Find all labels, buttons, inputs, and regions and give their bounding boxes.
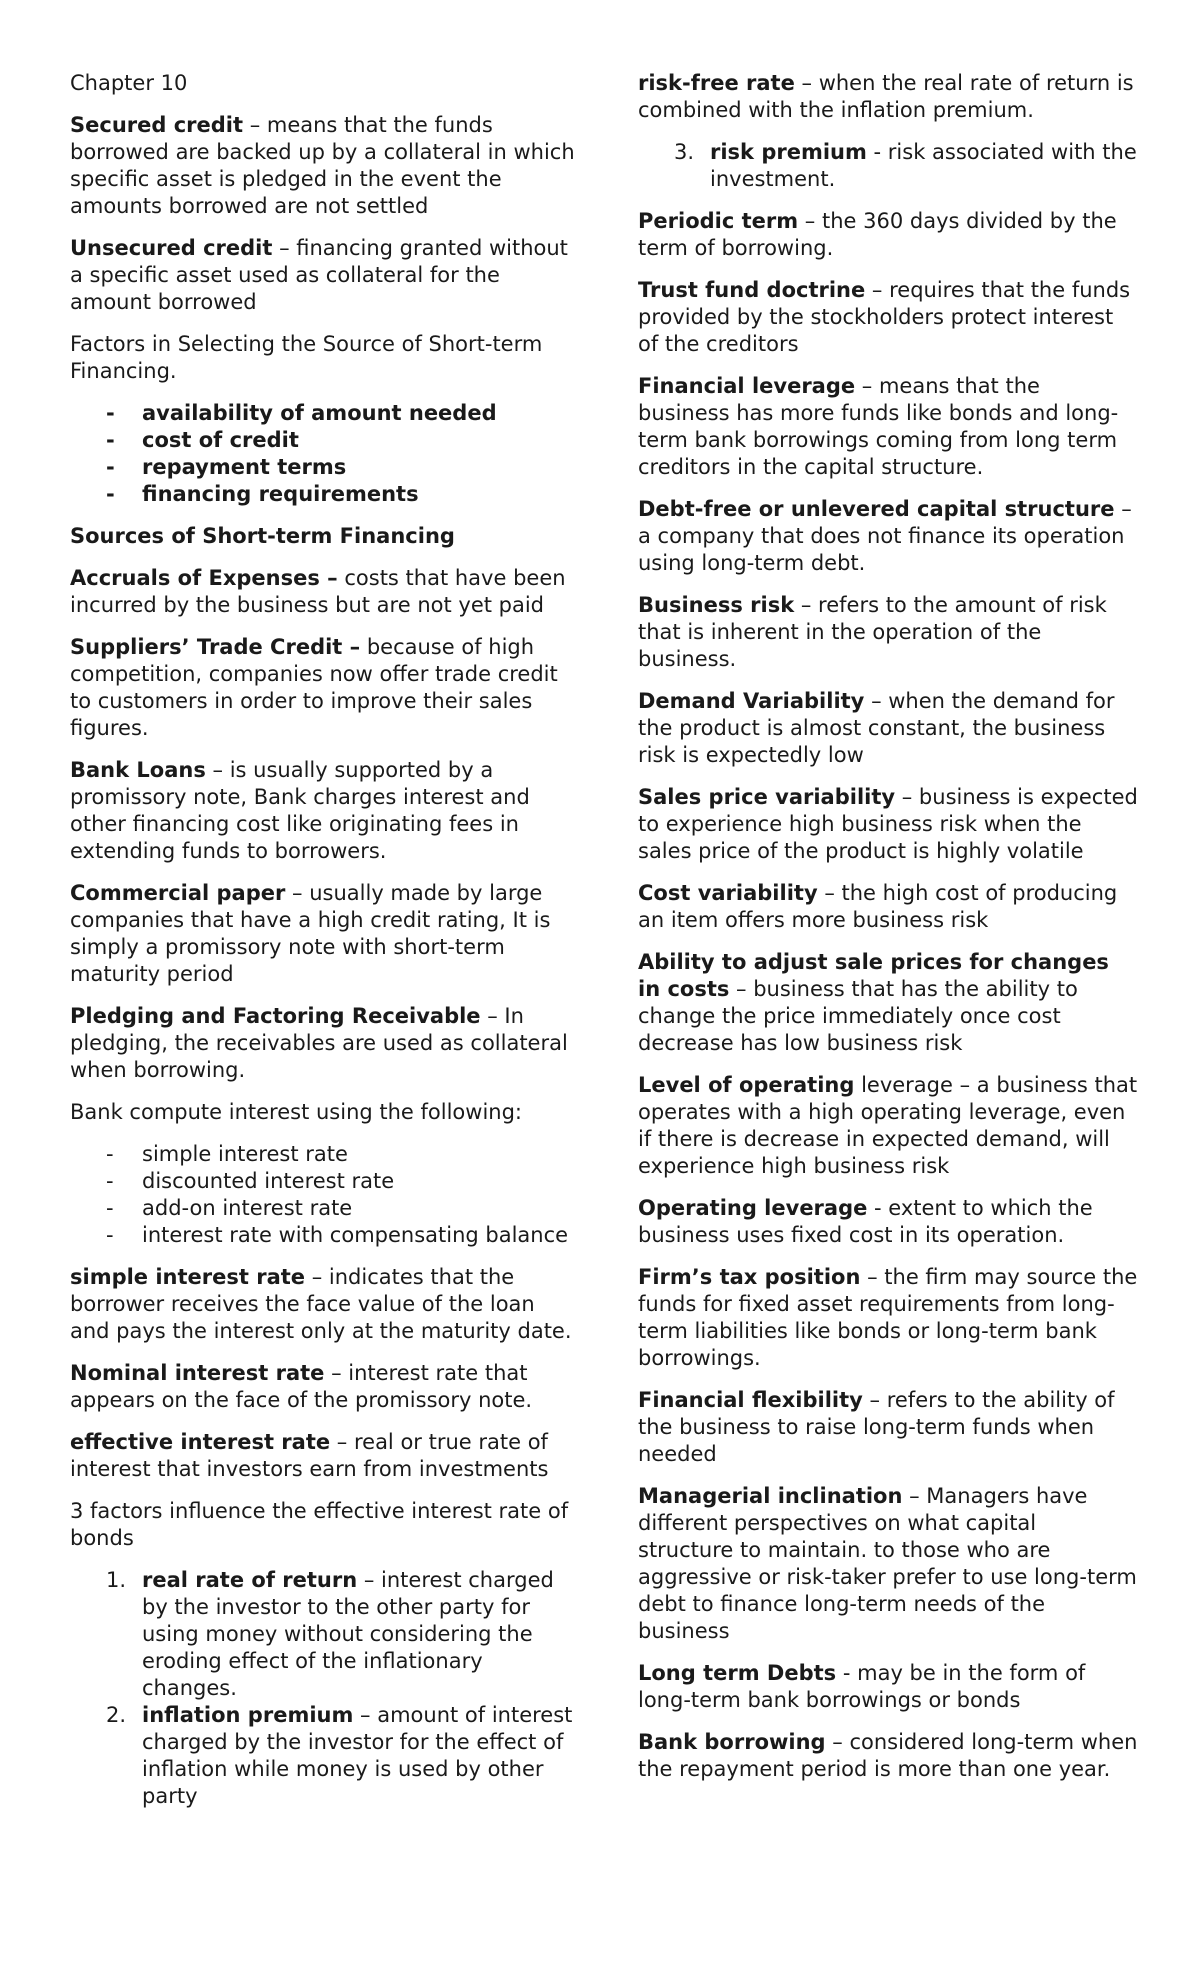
bank-loans-term: Bank Loans xyxy=(70,758,206,782)
bank-borrowing-entry xyxy=(638,1729,1138,1783)
method-label: interest rate with compensating balance xyxy=(142,1223,569,1247)
chapter-title: Chapter 10 xyxy=(70,71,188,95)
trust-fund-term: Trust fund doctrine xyxy=(638,278,866,302)
financial-leverage-definition: – means that the business has more funds like bonds and long-term bank borrowings coming from long term creditors in the capital structure. xyxy=(638,374,1119,479)
pledging-entry xyxy=(70,1003,575,1084)
cost-variability-entry xyxy=(638,880,1138,934)
bank-borrowing-definition: – considered long-term when the repayment period is more than one year. xyxy=(638,1730,1138,1781)
compute-intro: Bank compute interest using the following: xyxy=(70,1100,523,1124)
unsecured-credit-term: Unsecured credit xyxy=(70,236,273,260)
three-factors-intro: 3 factors influence the effective interest rate of bonds xyxy=(70,1499,569,1550)
level-operating-entry xyxy=(638,1072,1138,1180)
risk-free-definition: – when the real rate of return is combined with the inflation premium. xyxy=(638,71,1134,122)
factor-label: cost of credit xyxy=(142,428,299,452)
factor-label: availability of amount needed xyxy=(142,401,497,425)
financial-flexibility-entry xyxy=(638,1387,1138,1468)
bullet-dash: - xyxy=(106,428,115,452)
long-term-debts-term: Long term Debts xyxy=(638,1661,837,1685)
trade-credit-entry xyxy=(70,634,575,742)
list-item xyxy=(70,400,575,427)
bank-loans-entry xyxy=(70,757,575,865)
list-item xyxy=(70,427,575,454)
commercial-paper-entry xyxy=(70,880,575,988)
financial-leverage-term: Financial leverage xyxy=(638,374,856,398)
list-item xyxy=(70,481,575,508)
secured-credit-definition: – means that the funds borrowed are backed up by a collateral in which specific asset is pledged in the event the amounts borrowed are not settled xyxy=(70,113,575,218)
factor-definition: – interest charged by the investor to the other party for using money without considering the eroding effect of the inflationary changes. xyxy=(142,1568,554,1700)
effective-rate-term: effective interest rate xyxy=(70,1430,331,1454)
interest-methods-list xyxy=(70,1141,575,1249)
accruals-entry xyxy=(70,565,575,619)
list-item xyxy=(70,1702,575,1810)
sources-heading xyxy=(70,523,575,550)
effective-rate-definition: – real or true rate of interest that investors earn from investments xyxy=(70,1430,549,1481)
business-risk-term: Business risk xyxy=(638,593,795,617)
sales-price-variability-term: Sales price variability xyxy=(638,785,896,809)
factors-intro: Factors in Selecting the Source of Short-term Financing. xyxy=(70,332,543,383)
debt-free-entry xyxy=(638,496,1138,577)
factor-term: risk premium xyxy=(710,140,867,164)
long-term-debts-entry xyxy=(638,1660,1138,1714)
factor-term: real rate of return xyxy=(142,1568,358,1592)
bullet-dash: - xyxy=(106,455,115,479)
accruals-term: Accruals of Expenses – xyxy=(70,566,338,590)
periodic-term-entry xyxy=(638,208,1138,262)
tax-position-entry xyxy=(638,1264,1138,1372)
simple-rate-term: simple interest rate xyxy=(70,1265,306,1289)
nominal-rate-definition: – interest rate that appears on the face of the promissory note. xyxy=(70,1361,533,1412)
factor-label: repayment terms xyxy=(142,455,347,479)
long-term-debts-definition: - may be in the form of long-term bank borrowings or bonds xyxy=(638,1661,1086,1712)
managerial-inclination-term: Managerial inclination xyxy=(638,1484,903,1508)
simple-rate-entry xyxy=(70,1264,575,1345)
pledging-term: Pledging and Factoring Receivable xyxy=(70,1004,481,1028)
financial-leverage-entry xyxy=(638,373,1138,481)
cost-variability-definition: – the high cost of producing an item offers more business risk xyxy=(638,881,1118,932)
demand-variability-definition: – when the demand for the product is almost constant, the business risk is expectedly low xyxy=(638,689,1115,767)
unsecured-credit-entry xyxy=(70,235,575,316)
periodic-term-definition: – the 360 days divided by the term of borrowing. xyxy=(638,209,1117,260)
operating-leverage-entry xyxy=(638,1195,1138,1249)
bullet-dash: - xyxy=(106,1223,114,1247)
operating-leverage-definition: - extent to which the business uses fixed cost in its operation. xyxy=(638,1196,1093,1247)
effective-factors-list xyxy=(70,1567,575,1810)
left-column xyxy=(70,70,575,1825)
factor-definition: - risk associated with the investment. xyxy=(710,140,1137,191)
factors-list xyxy=(70,400,575,508)
bank-borrowing-term: Bank borrowing xyxy=(638,1730,826,1754)
bullet-dash: - xyxy=(106,1142,114,1166)
periodic-term-term: Periodic term xyxy=(638,209,799,233)
list-number: 2. xyxy=(106,1703,127,1727)
secured-credit-term: Secured credit xyxy=(70,113,244,137)
list-item xyxy=(70,1195,575,1222)
risk-free-entry xyxy=(638,70,1138,124)
sales-price-variability-entry xyxy=(638,784,1138,865)
commercial-paper-definition: – usually made by large companies that have a high credit rating, It is simply a promissory note with short-term maturity period xyxy=(70,881,551,986)
trade-credit-term: Suppliers’ Trade Credit – xyxy=(70,635,361,659)
list-item xyxy=(638,139,1138,193)
factor-term: inflation premium xyxy=(142,1703,354,1727)
financial-flexibility-term: Financial flexibility xyxy=(638,1388,863,1412)
sources-heading-text: Sources of Short-term Financing xyxy=(70,524,455,548)
demand-variability-entry xyxy=(638,688,1138,769)
cost-variability-term: Cost variability xyxy=(638,881,818,905)
list-item xyxy=(70,1141,575,1168)
trust-fund-definition: – requires that the funds provided by the stockholders protect interest of the creditors xyxy=(638,278,1131,356)
secured-credit-entry xyxy=(70,112,575,220)
factor-label: financing requirements xyxy=(142,482,419,506)
unsecured-credit-definition: – financing granted without a specific asset used as collateral for the amount borrowed xyxy=(70,236,568,314)
bullet-dash: - xyxy=(106,1196,114,1220)
level-operating-term: Level of operating xyxy=(638,1073,855,1097)
right-column xyxy=(638,70,1138,1798)
method-label: simple interest rate xyxy=(142,1142,348,1166)
managerial-inclination-definition: – Managers have different perspectives on what capital structure to maintain. to those who are aggressive or risk-taker prefer to use long-term debt to finance long-term needs of the business xyxy=(638,1484,1137,1643)
managerial-inclination-entry xyxy=(638,1483,1138,1645)
debt-free-term: Debt-free or unlevered capital structure xyxy=(638,497,1115,521)
operating-leverage-term: Operating leverage xyxy=(638,1196,868,1220)
list-number: 3. xyxy=(674,140,695,164)
business-risk-definition: – refers to the amount of risk that is inherent in the operation of the business. xyxy=(638,593,1107,671)
simple-rate-definition: – indicates that the borrower receives the face value of the loan and pays the interest only at the maturity date. xyxy=(70,1265,572,1343)
bullet-dash: - xyxy=(106,1169,114,1193)
debt-free-definition: – a company that does not finance its operation using long-term debt. xyxy=(638,497,1132,575)
demand-variability-term: Demand Variability xyxy=(638,689,865,713)
tax-position-definition: – the firm may source the funds for fixed asset requirements from long-term liabilities like bonds or long-term bank borrowings. xyxy=(638,1265,1138,1370)
list-number: 1. xyxy=(106,1568,127,1592)
list-item xyxy=(70,1567,575,1702)
method-label: add-on interest rate xyxy=(142,1196,353,1220)
adjust-prices-entry xyxy=(638,949,1138,1057)
pledging-definition: – In pledging, the receivables are used as collateral when borrowing. xyxy=(70,1004,568,1082)
sales-price-variability-definition: – business is expected to experience high business risk when the sales price of the product is highly volatile xyxy=(638,785,1138,863)
financial-flexibility-definition: – refers to the ability of the business to raise long-term funds when needed xyxy=(638,1388,1115,1466)
bullet-dash: - xyxy=(106,401,115,425)
bank-loans-definition: – is usually supported by a promissory note, Bank charges interest and other financing cost like originating fees in extending funds to borrowers. xyxy=(70,758,530,863)
nominal-rate-entry xyxy=(70,1360,575,1414)
tax-position-term: Firm’s tax position xyxy=(638,1265,861,1289)
effective-factors-list-continued xyxy=(638,139,1138,193)
level-operating-definition: leverage – a business that operates with a high operating leverage, even if there is decrease in expected demand, will experience high business risk xyxy=(638,1073,1138,1178)
list-item xyxy=(70,1222,575,1249)
adjust-prices-term: Ability to adjust sale prices for changes in costs xyxy=(638,950,1109,1001)
trust-fund-entry xyxy=(638,277,1138,358)
trade-credit-definition: because of high competition, companies now offer trade credit to customers in order to improve their sales figures. xyxy=(70,635,558,740)
adjust-prices-definition: – business that has the ability to change the price immediately once cost decrease has low business risk xyxy=(638,977,1078,1055)
business-risk-entry xyxy=(638,592,1138,673)
bullet-dash: - xyxy=(106,482,115,506)
list-item xyxy=(70,454,575,481)
risk-free-term: risk-free rate xyxy=(638,71,795,95)
list-item xyxy=(70,1168,575,1195)
effective-rate-entry xyxy=(70,1429,575,1483)
accruals-definition: costs that have been incurred by the business but are not yet paid xyxy=(70,566,566,617)
commercial-paper-term: Commercial paper xyxy=(70,881,286,905)
method-label: discounted interest rate xyxy=(142,1169,395,1193)
nominal-rate-term: Nominal interest rate xyxy=(70,1361,325,1385)
factor-definition: – amount of interest charged by the investor for the effect of inflation while money is used by other party xyxy=(142,1703,573,1808)
